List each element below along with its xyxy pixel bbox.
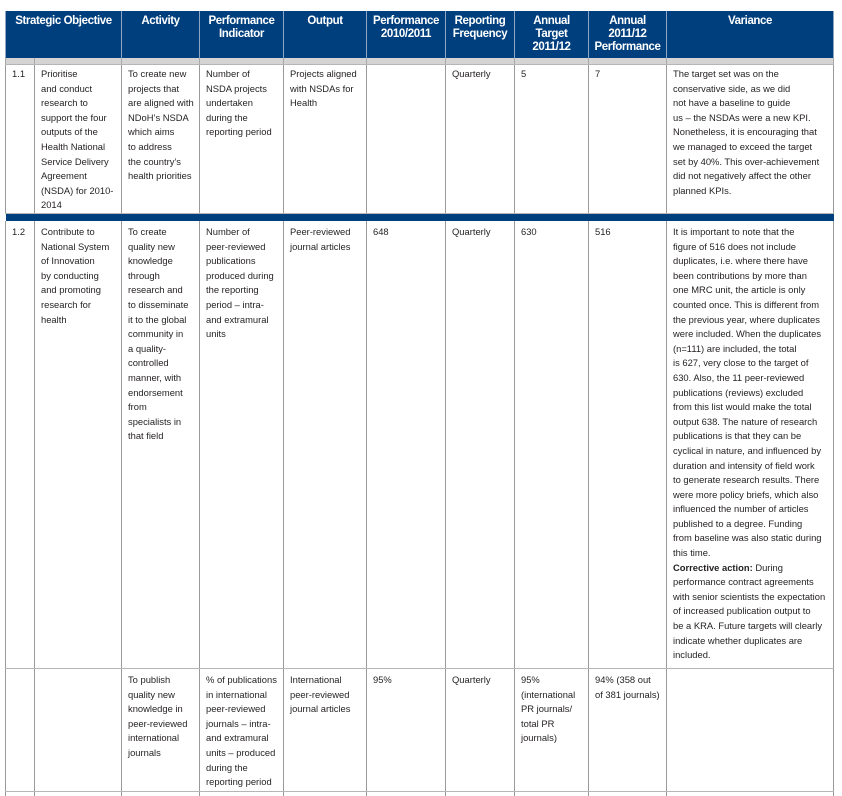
text-line: us – the NSDAs were a new KPI. [673,111,829,126]
text-line: were more policy briefs, which also [673,488,829,503]
text-line: units [206,327,279,342]
text-line: Reporting [448,15,512,28]
header-output: Output [284,11,367,58]
header-performance-2010 [367,11,446,58]
performance-indicator-cell [200,221,284,669]
header-performance-indicator [200,11,284,58]
activity-cell [122,65,200,214]
text-line: a quality- [128,342,195,357]
variance-text [673,225,829,561]
text-line: from this list would make the total [673,400,829,415]
text-line: (n=111) are included, the total [673,342,829,357]
section-separator [6,214,834,222]
text-line: and extramural [206,313,279,328]
header-annual-performance [589,11,667,58]
text-line: health [41,313,117,328]
text-line: reporting period [206,775,279,790]
annual-target-cell [515,65,589,214]
text-line: publications [206,254,279,269]
text-line: peer-reviewed [128,717,195,732]
header-reporting-frequency [446,11,515,58]
text-line: manner, with [128,371,195,386]
table-row [6,669,834,792]
text-line: endorsement [128,386,195,401]
text-line: Number of [206,225,279,240]
text-line: are aligned with [128,96,195,111]
text-line: health priorities [128,169,195,184]
variance-cell [667,221,834,669]
variance-cell [667,669,834,792]
reporting-frequency-cell: Quarterly [446,221,515,669]
text-line: The target set was on the [673,67,829,82]
text-line: 94% (358 out [595,673,662,688]
text-line: 7 [595,67,662,82]
text-line: produced during [206,269,279,284]
text-line: Performance [591,41,664,54]
performance-table [5,11,834,796]
text-line: To create new [128,67,195,82]
text-line: peer-reviewed [206,240,279,255]
text-line: Performance [202,15,281,28]
text-line: outputs of the [41,125,117,140]
text-line: PR journals/ [521,702,584,717]
text-line: with senior scientists the expectation [673,590,829,605]
text-line: journal articles [290,702,362,717]
text-line: the country’s [128,155,195,170]
text-line: been contributions by more than [673,269,829,284]
text-line: and extramural [206,731,279,746]
strategic-objective-cell [35,669,122,792]
text-line: international [128,731,195,746]
text-line: during the [206,111,279,126]
text-line: from [128,400,195,415]
text-line: reporting period [206,125,279,140]
text-line: Performance [369,15,443,28]
text-line: NSDA projects [206,82,279,97]
text-line: duplicates, i.e. where there have [673,254,829,269]
text-line: period – intra- [206,298,279,313]
text-line: not have a baseline to guide [673,96,829,111]
text-line: Number of [206,67,279,82]
text-line: Health [290,96,362,111]
text-line: we managed to exceed the target [673,140,829,155]
text-line: 630 [521,225,584,240]
text-line: 5 [521,67,584,82]
text-line: Service Delivery [41,155,117,170]
text-line: 630. Also, the 11 peer-reviewed [673,371,829,386]
text-line: and conduct [41,82,117,97]
text-line: the reporting [206,283,279,298]
text-line: with NSDAs for [290,82,362,97]
text-line: units – produced [206,746,279,761]
text-line: journals [128,746,195,761]
performance-2010-cell: 95% [367,669,446,792]
performance-indicator-cell [200,65,284,214]
text-line: which aims [128,125,195,140]
text-line: undertaken [206,96,279,111]
header-activity: Activity [122,11,200,58]
text-line: were included. When the duplicates [673,327,829,342]
text-line: journals) [521,731,584,746]
text-line: quality new [128,240,195,255]
variance-cell [667,65,834,214]
output-cell [284,221,367,669]
text-line: % of publications [206,673,279,688]
corrective-action [673,561,829,663]
text-line: 516 [595,225,662,240]
text-line: research to [41,96,117,111]
text-line: included. [673,648,829,663]
row-number [6,669,35,792]
annual-target-cell [515,669,589,792]
text-line: output 638. The nature of research [673,415,829,430]
text-line: Annual [517,15,586,28]
table-row [6,221,834,669]
text-line: International [290,673,362,688]
text-line: research for [41,298,117,313]
text-line: Agreement [41,169,117,184]
text-line: 2010/2011 [369,28,443,41]
text-line: support the four [41,111,117,126]
text-line: peer-reviewed [290,688,362,703]
text-line: Frequency [448,28,512,41]
performance-indicator-cell [200,669,284,792]
text-line: community in [128,327,195,342]
text-line: be a KRA. Future targets will clearly [673,619,829,634]
text-line: did not negatively affect the other [673,169,829,184]
annual-performance-cell [589,65,667,214]
activity-cell [122,221,200,669]
text-line: 95% [521,673,584,688]
text-line: It is important to note that the [673,225,829,240]
text-line: Projects aligned [290,67,362,82]
text-line: 2011/12 [517,41,586,54]
text-line: cyclical in nature, and influenced by [673,444,829,459]
text-line: publications (reviews) excluded [673,386,829,401]
header-row [6,11,834,58]
text-line: by conducting [41,269,117,284]
text-line: Peer-reviewed [290,225,362,240]
text-line: influenced the number of articles [673,502,829,517]
text-line: figure of 516 does not include [673,240,829,255]
text-line: of increased publication output to [673,604,829,619]
text-line: Target [517,28,586,41]
text-line: set by 40%. This over-achievement [673,155,829,170]
text-line: Prioritise [41,67,117,82]
text-line: 2011/12 [591,28,664,41]
corrective-action-label: Corrective action: [673,562,753,573]
text-line: specialists in [128,415,195,430]
text-line: to address [128,140,195,155]
text-line: quality new [128,688,195,703]
text-line: To create [128,225,195,240]
text-line: this time. [673,546,829,561]
text-line: Annual [591,15,664,28]
reporting-frequency-cell: Quarterly [446,669,515,792]
header-strategic-objective: Strategic Objective [6,11,122,58]
row-number: 1.2 [6,221,35,669]
text-line: during the [206,761,279,776]
text-line: controlled [128,356,195,371]
text-line: total PR [521,717,584,732]
text-line: Nonetheless, it is encouraging that [673,125,829,140]
performance-2010-cell [367,65,446,214]
reporting-frequency-cell: Quarterly [446,65,515,214]
header-variance: Variance [667,11,834,58]
annual-performance-cell [589,221,667,669]
text-line: Indicator [202,28,281,41]
text-line: performance contract agreements [673,575,829,590]
text-line: that field [128,429,195,444]
text-line: publications is that they can be [673,429,829,444]
text-line: National System [41,240,117,255]
text-line: is 627, very close to the target of [673,356,829,371]
text-line: Health National [41,140,117,155]
annual-target-cell [515,221,589,669]
table-row-continuation [6,792,834,796]
text-line: one MRC unit, the article is only [673,283,829,298]
text-line: in international [206,688,279,703]
text-line: conservative side, as we did [673,82,829,97]
text-line: knowledge in [128,702,195,717]
output-cell [284,669,367,792]
text-line: NDoH’s NSDA [128,111,195,126]
text-line: it to the global [128,313,195,328]
output-cell [284,65,367,214]
text-line: Contribute to [41,225,117,240]
text-line: journals – intra- [206,717,279,732]
text-line: of Innovation [41,254,117,269]
text-line: of 381 journals) [595,688,662,703]
text-line: to disseminate [128,298,195,313]
strategic-objective-cell [35,65,122,214]
text-line: (international [521,688,584,703]
text-line: indicate whether duplicates are [673,634,829,649]
text-line: (NSDA) for 2010- [41,184,117,199]
text-line: peer-reviewed [206,702,279,717]
text-line: to generate research results. There [673,473,829,488]
text-line: research and [128,283,195,298]
text-line: To publish [128,673,195,688]
text-line: knowledge [128,254,195,269]
text-line: and promoting [41,283,117,298]
corrective-action-first-line: During [753,562,783,573]
text-line: journal articles [290,240,362,255]
text-line: published to a degree. Funding [673,517,829,532]
header-annual-target [515,11,589,58]
text-line: 2014 [41,198,117,213]
text-line: the previous year, where duplicates [673,313,829,328]
row-number: 1.1 [6,65,35,214]
text-line: through [128,269,195,284]
activity-cell [122,669,200,792]
text-line: from baseline was also static during [673,531,829,546]
text-line: counted once. This is different from [673,298,829,313]
text-line: duration and intensity of field work [673,459,829,474]
table-row [6,65,834,214]
performance-2010-cell: 648 [367,221,446,669]
text-line: planned KPIs. [673,184,829,199]
corrective-action-text [673,575,829,663]
annual-performance-cell [589,669,667,792]
strategic-objective-cell [35,221,122,669]
text-line: projects that [128,82,195,97]
